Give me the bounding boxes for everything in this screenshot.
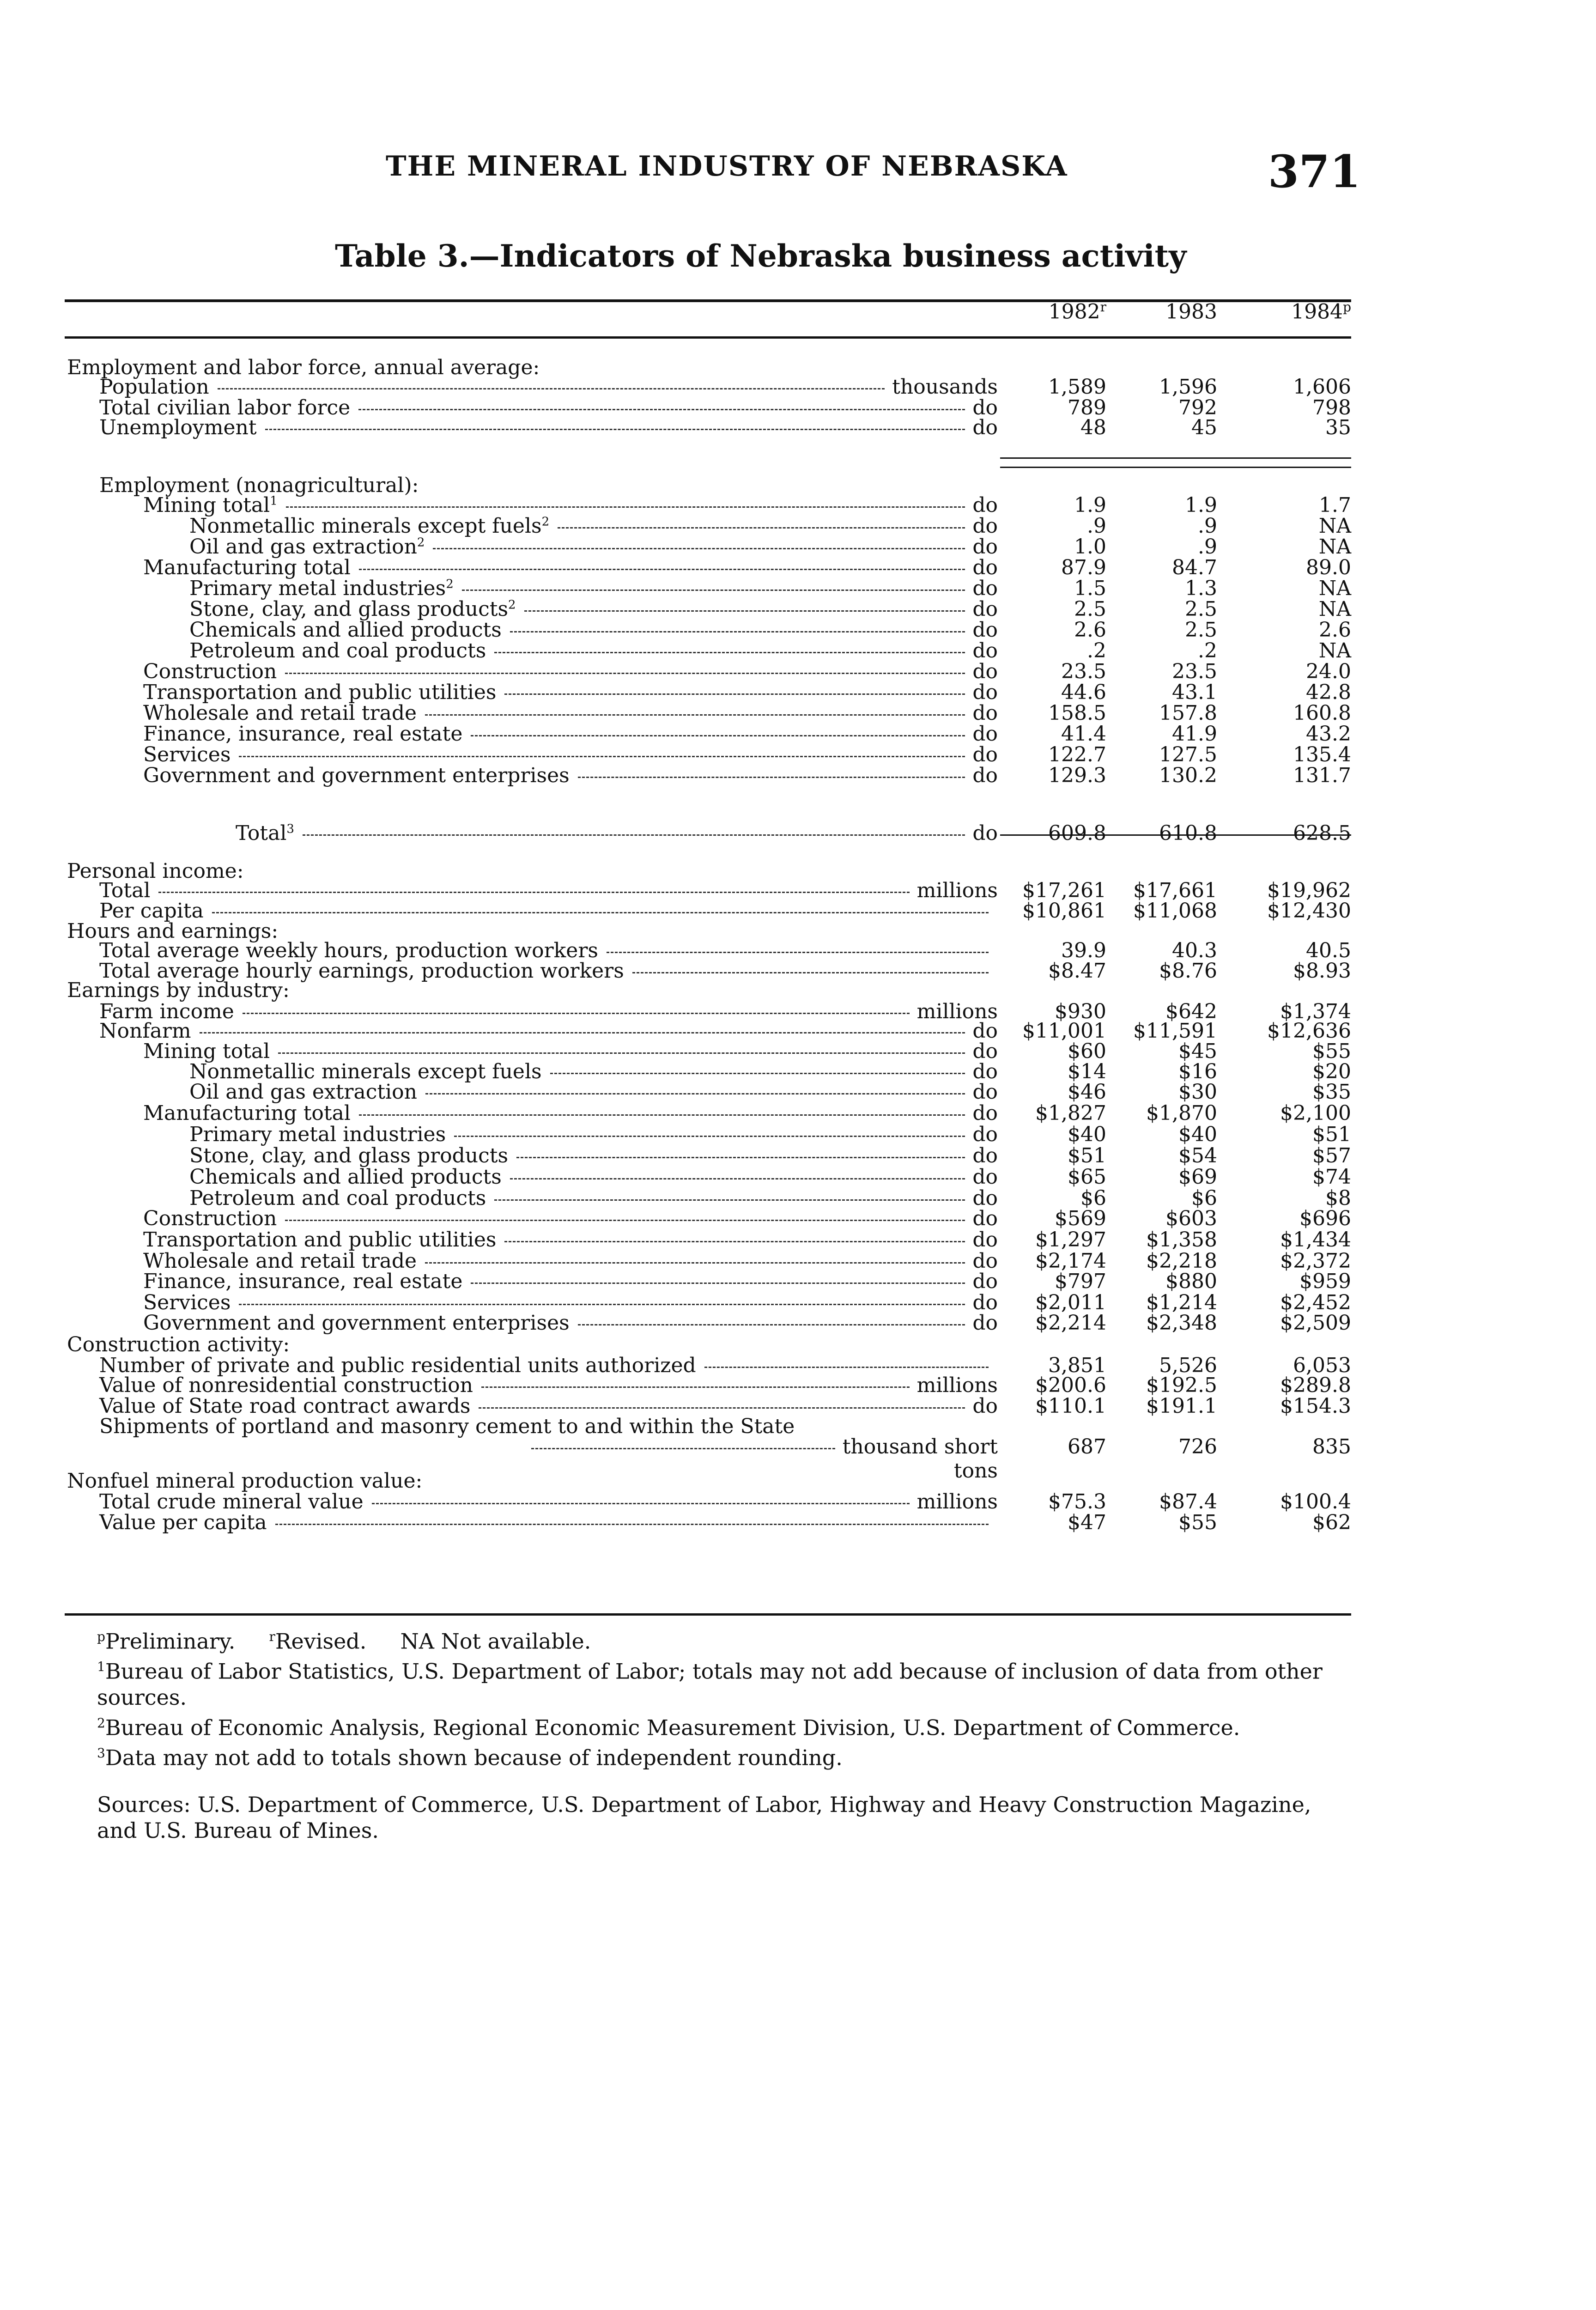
value-cell: $1,297 — [1035, 1228, 1106, 1252]
unit-label: do — [972, 577, 998, 600]
unit-label: do — [972, 1249, 998, 1273]
table-row — [0, 1511, 1596, 1535]
value-cell: 157.8 — [1159, 701, 1217, 725]
value-cell: 40.3 — [1172, 939, 1217, 962]
value-cell: NA — [1318, 597, 1351, 621]
value-cell: 2.5 — [1185, 597, 1217, 621]
footnote-1: $^1$Bureau of Labor Statistics, U.S. Department of Labor; totals may not add because of inclusion of data from other sources. — [97, 1659, 1323, 1710]
unit-label: millions — [916, 1374, 998, 1397]
unit-label: millions — [916, 1000, 998, 1023]
table-row — [0, 1123, 1596, 1147]
value-cell: $8.93 — [1293, 959, 1351, 983]
value-cell: 160.8 — [1293, 701, 1351, 725]
row-label: Total crude mineral value — [99, 1490, 364, 1514]
value-cell: 2.5 — [1074, 597, 1106, 621]
unit-label: do — [972, 660, 998, 683]
value-cell: $110.1 — [1035, 1394, 1106, 1418]
value-cell: $880 — [1165, 1270, 1217, 1293]
value-cell: 23.5 — [1061, 660, 1106, 683]
value-cell: $11,001 — [1022, 1019, 1106, 1043]
table-row — [0, 1311, 1596, 1335]
unit-label: thousand short tons — [842, 1435, 998, 1483]
row-label: Finance, insurance, real estate — [143, 722, 463, 746]
table-notes — [97, 1624, 1351, 1843]
value-cell: $12,430 — [1267, 899, 1351, 923]
value-cell: 122.7 — [1048, 743, 1106, 766]
value-cell: $2,218 — [1146, 1249, 1217, 1273]
legend-line: $^p$Preliminary. $^r$Revised. NA Not available. — [97, 1629, 591, 1654]
row-label: Petroleum and coal products — [189, 1186, 486, 1210]
value-cell: NA — [1318, 514, 1351, 538]
value-cell: 135.4 — [1293, 743, 1351, 766]
value-cell: $8.47 — [1048, 959, 1106, 983]
footnote-marker: 1 — [270, 494, 278, 508]
row-label: Nonfarm — [99, 1019, 191, 1043]
table-row — [0, 1228, 1596, 1252]
unit-label: do — [972, 1207, 998, 1230]
footnote-2: $^2$Bureau of Economic Analysis, Regional Economic Measurement Division, U.S. Department of Commerce. — [97, 1714, 1240, 1740]
value-cell: 5,526 — [1159, 1354, 1217, 1377]
unit-label: do — [972, 1311, 998, 1335]
value-cell: $8 — [1325, 1186, 1351, 1210]
value-cell: 24.0 — [1306, 660, 1351, 683]
value-cell: 6,053 — [1293, 1354, 1351, 1377]
unit-label: do — [972, 1060, 998, 1083]
value-cell: $200.6 — [1035, 1374, 1106, 1397]
unit-label: do — [972, 1080, 998, 1104]
table-row — [0, 1207, 1596, 1231]
value-cell: 127.5 — [1159, 743, 1217, 766]
value-cell: 35 — [1325, 416, 1351, 439]
value-cell: $35 — [1312, 1080, 1351, 1104]
unit-label: do — [972, 396, 998, 419]
row-label: Farm income — [99, 1000, 234, 1023]
value-cell: 40.5 — [1306, 939, 1351, 962]
unit-label: do — [972, 1144, 998, 1167]
row-label: Government and government enterprises — [143, 764, 570, 787]
table-row — [0, 1101, 1596, 1125]
value-cell: .2 — [1198, 639, 1217, 663]
value-cell: $100.4 — [1280, 1490, 1351, 1514]
row-label: Services — [143, 1291, 231, 1314]
unit-label: do — [972, 556, 998, 579]
value-cell: 726 — [1178, 1435, 1217, 1459]
row-label: Unemployment — [99, 416, 257, 439]
value-cell: 1.9 — [1185, 493, 1217, 517]
table-bottom-rule — [65, 1613, 1351, 1616]
unit-label: do — [972, 722, 998, 746]
unit-label: do — [972, 743, 998, 766]
value-cell: $2,452 — [1280, 1291, 1351, 1314]
value-cell: 43.1 — [1172, 681, 1217, 704]
row-label: Per capita — [99, 899, 204, 923]
sources-note: Sources: U.S. Department of Commerce, U.S. Department of Labor, Highway and Heavy Construction Magazine, and U.S. Bureau of Mines. — [97, 1792, 1311, 1843]
value-cell: $62 — [1312, 1511, 1351, 1534]
value-cell: 130.2 — [1159, 764, 1217, 787]
row-label: Value of nonresidential construction — [99, 1374, 473, 1397]
footnote-marker: 2 — [541, 515, 550, 529]
table-row — [0, 821, 1596, 845]
row-label: Stone, clay, and glass products — [189, 1144, 509, 1167]
row-label: Population — [99, 375, 209, 399]
value-cell: $69 — [1178, 1165, 1217, 1189]
row-label: Finance, insurance, real estate — [143, 1270, 463, 1293]
table-row — [0, 1144, 1596, 1168]
row-label: Government and government enterprises — [143, 1311, 570, 1335]
value-cell: $696 — [1299, 1207, 1351, 1230]
unit-label: do — [972, 1040, 998, 1063]
row-label: Stone, clay, and glass products$^2$ — [189, 597, 516, 621]
row-label: Value of State road contract awards — [99, 1394, 471, 1418]
unit-label: millions — [916, 879, 998, 902]
row-label: Wholesale and retail trade — [143, 701, 417, 725]
unit-label: do — [972, 618, 998, 642]
row-label: Manufacturing total — [143, 1101, 351, 1125]
unit-label: thousands — [892, 375, 998, 399]
value-cell: 609.8 — [1048, 821, 1106, 845]
running-title: THE MINERAL INDUSTRY OF NEBRASKA — [386, 150, 1068, 182]
unit-label: do — [972, 1291, 998, 1314]
value-cell: 48 — [1080, 416, 1106, 439]
value-cell: $6 — [1080, 1186, 1106, 1210]
value-cell: $20 — [1312, 1060, 1351, 1083]
value-cell: $1,214 — [1146, 1291, 1217, 1314]
value-cell: 792 — [1178, 396, 1217, 419]
value-cell: $30 — [1178, 1080, 1217, 1104]
unit-label: do — [972, 493, 998, 517]
row-label: Oil and gas extraction — [189, 1080, 417, 1104]
unit-label: do — [972, 681, 998, 704]
unit-label: do — [972, 1186, 998, 1210]
row-label: Services — [143, 743, 231, 766]
value-cell: 129.3 — [1048, 764, 1106, 787]
value-cell: 789 — [1068, 396, 1106, 419]
value-cell: 835 — [1312, 1435, 1351, 1459]
value-cell: $57 — [1312, 1144, 1351, 1167]
unit-label: do — [972, 701, 998, 725]
column-header-1982: 1982$^r$ — [1048, 299, 1106, 324]
column-header-1983: 1983 — [1165, 300, 1217, 324]
value-cell: .9 — [1087, 514, 1106, 538]
value-cell: NA — [1318, 577, 1351, 600]
table-row — [0, 764, 1596, 788]
unit-label: do — [972, 1019, 998, 1043]
value-cell: $45 — [1178, 1040, 1217, 1063]
value-cell: 39.9 — [1061, 939, 1106, 962]
row-label: Construction — [143, 1207, 277, 1230]
row-label: Nonmetallic minerals except fuels — [189, 1060, 542, 1083]
value-cell: 610.8 — [1159, 821, 1217, 845]
row-label: Manufacturing total — [143, 556, 351, 579]
row-label: Nonmetallic minerals except fuels$^2$ — [189, 514, 550, 538]
footnote-marker: 3 — [286, 822, 294, 836]
unit-label: do — [972, 1394, 998, 1418]
value-cell: $55 — [1178, 1511, 1217, 1534]
value-cell: 3,851 — [1048, 1354, 1106, 1377]
row-label: Mining total — [143, 1040, 270, 1063]
value-cell: .9 — [1198, 514, 1217, 538]
leader-dots — [531, 1435, 835, 1459]
value-cell: 87.9 — [1061, 556, 1106, 579]
value-cell: $40 — [1178, 1123, 1217, 1146]
value-cell: 2.5 — [1185, 618, 1217, 642]
value-cell: $642 — [1165, 1000, 1217, 1023]
row-label: Mining total$^1$ — [143, 493, 278, 517]
row-label: Earnings by industry: — [67, 979, 290, 1002]
value-cell: $46 — [1068, 1080, 1106, 1104]
value-cell: $603 — [1165, 1207, 1217, 1230]
row-label: Number of private and public residential units authorized — [99, 1354, 696, 1377]
unit-label: do — [972, 639, 998, 663]
value-cell: $2,509 — [1280, 1311, 1351, 1335]
value-cell: 1,596 — [1159, 375, 1217, 399]
value-cell: $1,434 — [1280, 1228, 1351, 1252]
value-cell: .9 — [1198, 535, 1217, 559]
row-label: Oil and gas extraction$^2$ — [189, 535, 425, 559]
row-label: Total civilian labor force — [99, 396, 351, 419]
table-row — [0, 979, 1596, 1003]
unit-label: do — [972, 597, 998, 621]
value-cell: 43.2 — [1306, 722, 1351, 746]
row-label: Chemicals and allied products — [189, 1165, 502, 1189]
value-cell: $14 — [1068, 1060, 1106, 1083]
row-label: Nonfuel mineral production value: — [67, 1469, 423, 1493]
value-cell: 42.8 — [1306, 681, 1351, 704]
table-row — [0, 1080, 1596, 1104]
row-label: Transportation and public utilities — [143, 681, 497, 704]
unit-label: millions — [916, 1490, 998, 1514]
value-cell: $54 — [1178, 1144, 1217, 1167]
value-cell: $74 — [1312, 1165, 1351, 1189]
table-row — [0, 1270, 1596, 1294]
value-cell: 45 — [1191, 416, 1217, 439]
value-cell: $2,011 — [1035, 1291, 1106, 1314]
value-cell: $6 — [1191, 1186, 1217, 1210]
footnote-marker: 2 — [508, 598, 516, 612]
value-cell: $192.5 — [1146, 1374, 1217, 1397]
unit-label: do — [972, 764, 998, 787]
value-cell: 1.3 — [1185, 577, 1217, 600]
value-cell: 158.5 — [1048, 701, 1106, 725]
value-cell: $959 — [1299, 1270, 1351, 1293]
value-cell: 1.7 — [1319, 493, 1351, 517]
table-row — [0, 416, 1596, 440]
row-label: Construction activity: — [67, 1333, 290, 1356]
unit-label: do — [972, 1123, 998, 1146]
value-cell: 1,606 — [1293, 375, 1351, 399]
row-label: Petroleum and coal products — [189, 639, 486, 663]
value-cell: $10,861 — [1022, 899, 1106, 923]
value-cell: 131.7 — [1293, 764, 1351, 787]
value-cell: 798 — [1312, 396, 1351, 419]
unit-label: do — [972, 1101, 998, 1125]
value-cell: $51 — [1312, 1123, 1351, 1146]
unit-label: do — [972, 416, 998, 439]
value-cell: $797 — [1055, 1270, 1106, 1293]
value-cell: 687 — [1068, 1435, 1106, 1459]
value-cell: 41.4 — [1061, 722, 1106, 746]
row-label: Total average weekly hours, production workers — [99, 939, 598, 962]
value-cell: $65 — [1068, 1165, 1106, 1189]
value-cell: $2,372 — [1280, 1249, 1351, 1273]
value-cell: $51 — [1068, 1144, 1106, 1167]
row-label: Primary metal industries$^2$ — [189, 577, 454, 600]
value-cell: $2,100 — [1280, 1101, 1351, 1125]
value-cell: $289.8 — [1280, 1374, 1351, 1397]
value-cell: 23.5 — [1172, 660, 1217, 683]
value-cell: $1,374 — [1280, 1000, 1351, 1023]
value-cell: $17,661 — [1133, 879, 1217, 902]
value-cell: 2.6 — [1074, 618, 1106, 642]
value-cell: $60 — [1068, 1040, 1106, 1063]
value-cell: $191.1 — [1146, 1394, 1217, 1418]
row-label: Employment (nonagricultural): — [99, 474, 419, 497]
row-label: Employment and labor force, annual average: — [67, 356, 540, 379]
value-cell: $19,962 — [1267, 879, 1351, 902]
page-number: 371 — [1268, 146, 1361, 198]
value-cell: 1.0 — [1074, 535, 1106, 559]
unit-label: do — [972, 1228, 998, 1252]
value-cell: NA — [1318, 535, 1351, 559]
table-title: Table 3.—Indicators of Nebraska business activity — [335, 238, 1187, 274]
value-cell: $55 — [1312, 1040, 1351, 1063]
value-cell: $569 — [1055, 1207, 1106, 1230]
value-cell: $40 — [1068, 1123, 1106, 1146]
value-cell: $16 — [1178, 1060, 1217, 1083]
row-label: Primary metal industries — [189, 1123, 446, 1146]
value-cell: $75.3 — [1048, 1490, 1106, 1514]
value-cell: 628.5 — [1293, 821, 1351, 845]
value-cell: 41.9 — [1172, 722, 1217, 746]
value-cell: $2,214 — [1035, 1311, 1106, 1335]
value-cell: $47 — [1068, 1511, 1106, 1534]
unit-label: do — [972, 535, 998, 559]
footnote-marker: 2 — [446, 577, 454, 591]
value-cell: 84.7 — [1172, 556, 1217, 579]
value-cell: $1,358 — [1146, 1228, 1217, 1252]
value-cell: 89.0 — [1306, 556, 1351, 579]
value-cell: NA — [1318, 639, 1351, 663]
value-cell: $8.76 — [1159, 959, 1217, 983]
value-cell: 1.5 — [1074, 577, 1106, 600]
row-label: Total — [99, 879, 151, 902]
unit-label: do — [972, 1270, 998, 1293]
unit-label: do — [972, 514, 998, 538]
value-cell: $87.4 — [1159, 1490, 1217, 1514]
leader-dots — [275, 1511, 989, 1535]
unit-label: do — [972, 1165, 998, 1189]
row-label: Total$^3$ — [236, 821, 294, 845]
row-label: Hours and earnings: — [67, 919, 279, 943]
value-cell: $1,827 — [1035, 1101, 1106, 1125]
value-cell: $930 — [1055, 1000, 1106, 1023]
row-label: Shipments of portland and masonry cement to and within the State — [99, 1415, 795, 1438]
row-label: Transportation and public utilities — [143, 1228, 497, 1252]
table-row — [0, 1165, 1596, 1189]
value-cell: $12,636 — [1267, 1019, 1351, 1043]
value-cell: $2,348 — [1146, 1311, 1217, 1335]
row-label: Wholesale and retail trade — [143, 1249, 417, 1273]
value-cell: 1.9 — [1074, 493, 1106, 517]
footnote-3: $^3$Data may not add to totals shown because of independent rounding. — [97, 1745, 843, 1770]
value-cell: 2.6 — [1319, 618, 1351, 642]
value-cell: $154.3 — [1280, 1394, 1351, 1418]
row-label: Total average hourly earnings, production workers — [99, 959, 624, 983]
value-cell: $11,068 — [1133, 899, 1217, 923]
row-label: Personal income: — [67, 859, 244, 883]
value-cell: $2,174 — [1035, 1249, 1106, 1273]
footnote-marker: 2 — [417, 535, 425, 550]
value-cell: 1,589 — [1048, 375, 1106, 399]
unit-label: do — [972, 821, 998, 845]
column-header-1984: 1984$^p$ — [1291, 299, 1351, 324]
value-cell: 44.6 — [1061, 681, 1106, 704]
row-label: Construction — [143, 660, 277, 683]
value-cell: .2 — [1087, 639, 1106, 663]
value-cell: $1,870 — [1146, 1101, 1217, 1125]
value-cell: $17,261 — [1022, 879, 1106, 902]
value-cell: $11,591 — [1133, 1019, 1217, 1043]
row-label: Chemicals and allied products — [189, 618, 502, 642]
row-label: Value per capita — [99, 1511, 267, 1534]
